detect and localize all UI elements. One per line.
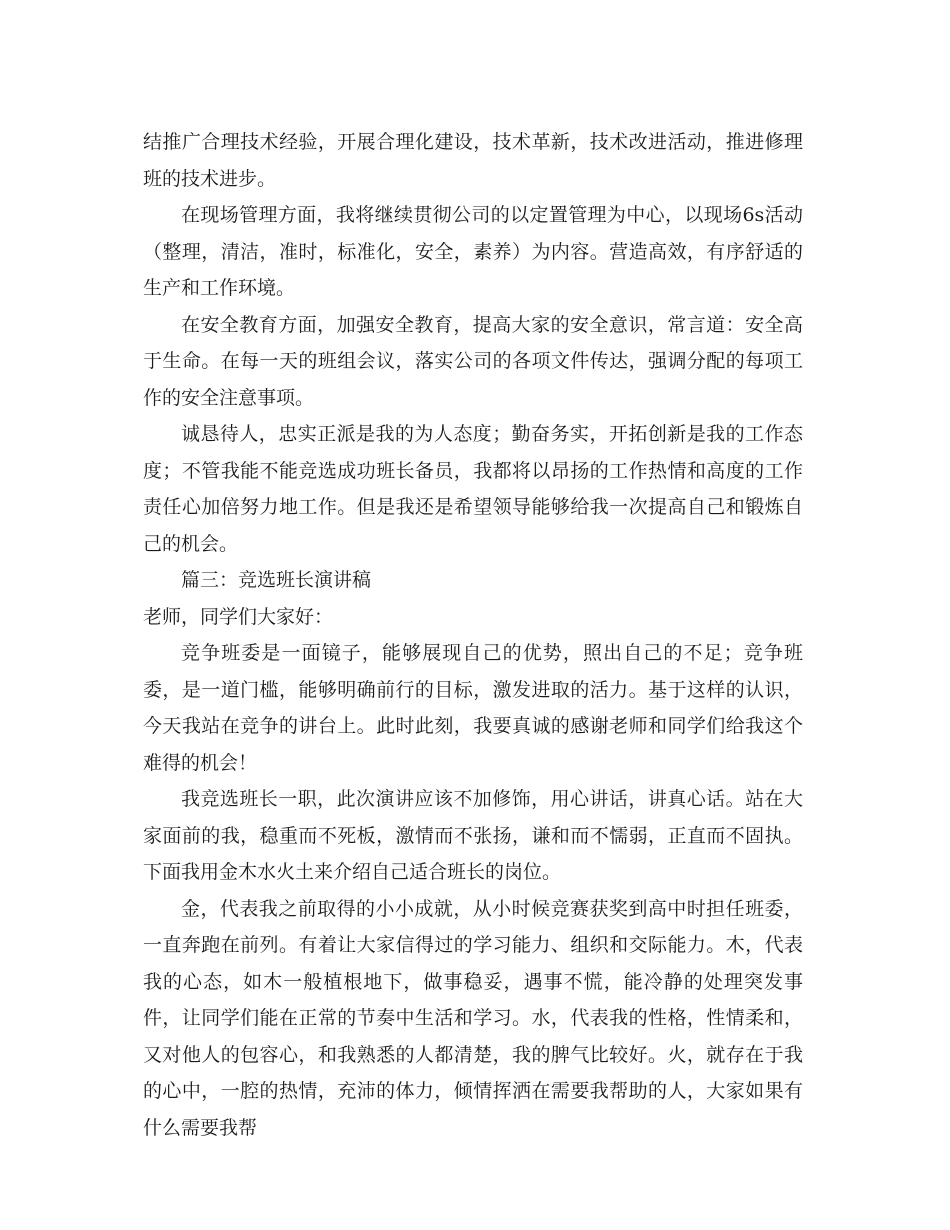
salutation: 老师，同学们大家好： xyxy=(143,605,334,628)
paragraph-attitude: 诚恳待人，忠实正派是我的为人态度；勤奋务实，开拓创新是我的工作态度；不管我能不能竞选成功班长备员，我都将以昂扬的工作热情和高度的工作责任心加倍努力地工作。但是我还是希望领导能够给我一次提高自己和锻炼自己的机会。 xyxy=(143,423,803,555)
paragraph-technical-progress: 结推广合理技术经验，开展合理化建设，技术革新，技术改进活动，推进修理班的技术进步。 xyxy=(143,131,803,190)
paragraph-competition-mirror: 竞争班委是一面镜子，能够展现自己的优势，照出自己的不足；竞争班委，是一道门槛，能够明确前行的目标，激发进取的活力。基于这样的认识，今天我站在竞争的讲台上。此时此刻，我要真诚的感谢老师和同学们给我这个难得的机会！ xyxy=(143,642,803,774)
paragraph-five-elements: 金，代表我之前取得的小小成就，从小时候竞赛获奖到高中时担任班委，一直奔跑在前列。有着让大家信得过的学习能力、组织和交际能力。木，代表我的心态，如木一般植根地下，做事稳妥，遇事不慌，能冷静的处理突发事件，让同学们能在正常的节奏中生活和学习。水，代表我的性格，性情柔和，又对他人的包容心，和我熟悉的人都清楚，我的脾气比较好。火，就存在于我的心中，一腔的热情，充沛的体力，倾情挥洒在需要我帮助的人，大家如果有什么需要我帮 xyxy=(143,897,803,1139)
section-heading: 篇三：竞选班长演讲稿 xyxy=(181,569,372,591)
paragraph-safety-education: 在安全教育方面，加强安全教育，提高大家的安全意识，常言道：安全高于生命。在每一天的班组会议，落实公司的各项文件传达，强调分配的每项工作的安全注意事项。 xyxy=(143,313,803,409)
document-body xyxy=(143,124,803,1146)
paragraph-site-management: 在现场管理方面，我将继续贯彻公司的以定置管理为中心，以现场6s活动（整理，清洁，准时，标准化，安全，素养）为内容。营造高效，有序舒适的生产和工作环境。 xyxy=(143,204,803,299)
paragraph-campaign-intro: 我竞选班长一职，此次演讲应该不加修饰，用心讲话，讲真心话。站在大家面前的我，稳重而不死板，激情而不张扬，谦和而不懦弱，正直而不固执。下面我用金木水火土来介绍自己适合班长的岗位。 xyxy=(143,788,803,883)
